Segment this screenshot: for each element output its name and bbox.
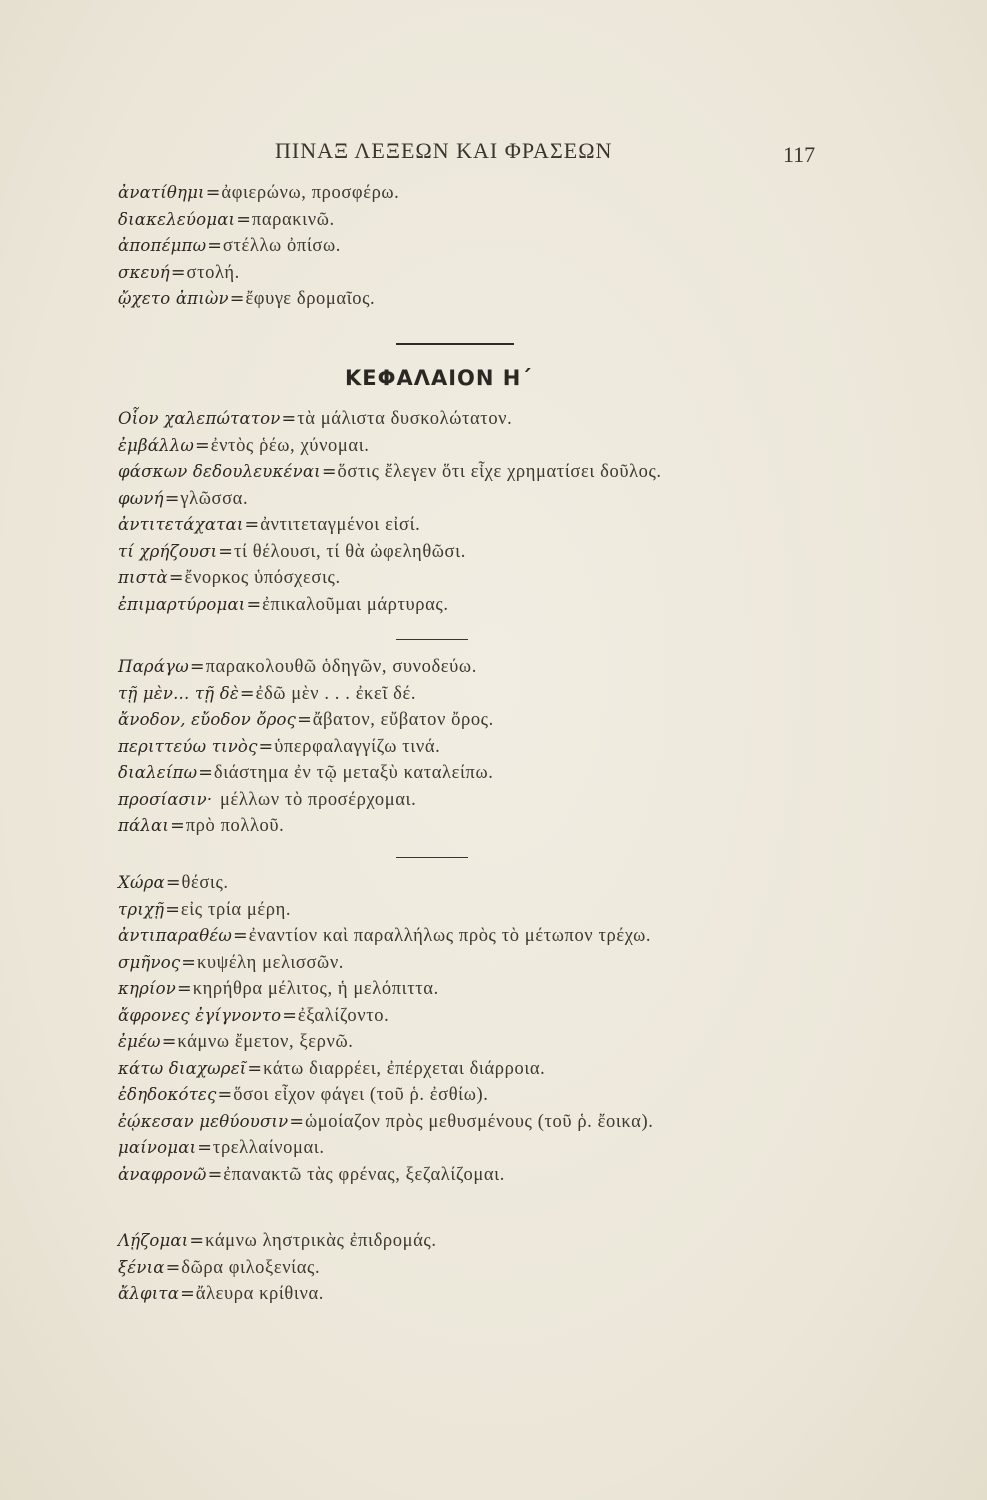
entry-separator: = bbox=[258, 736, 274, 757]
glossary-entry bbox=[118, 923, 818, 950]
glossary-entry bbox=[118, 950, 818, 977]
entry-separator: = bbox=[244, 515, 260, 535]
glossary-entry bbox=[118, 681, 818, 708]
entry-separator: = bbox=[321, 462, 337, 482]
entry-definition: ἄβατον, εὔβατον ὄρος. bbox=[312, 710, 494, 730]
entry-definition: κυψέλη μελισσῶν. bbox=[196, 952, 345, 973]
running-title: ΠΙΝΑΞ ΛΕΞΕΩΝ ΚΑΙ ΦΡΑΣΕΩΝ bbox=[275, 138, 613, 163]
entry-definition: εἰς τρία μέρη. bbox=[180, 899, 292, 920]
glossary-entry bbox=[118, 486, 818, 513]
entry-term: ἄφρονες ἐγίγνοντο bbox=[118, 1005, 282, 1025]
entry-separator: = bbox=[205, 183, 221, 203]
glossary-entry bbox=[118, 433, 818, 460]
entry-term: ἀντιτετάχαται bbox=[118, 515, 244, 534]
entry-definition: ἐδῶ μὲν . . . ἐκεῖ δέ. bbox=[255, 683, 417, 704]
entry-term: ἄνοδον, εὔοδον ὄρος bbox=[118, 710, 297, 729]
entry-definition: κάμνω ληστρικὰς ἐπιδρομάς. bbox=[205, 1231, 437, 1251]
entry-definition: τρελλαίνομαι. bbox=[212, 1138, 325, 1158]
entry-separator: = bbox=[236, 209, 251, 230]
entry-separator: = bbox=[198, 763, 213, 783]
entry-term: προσίασιν· bbox=[118, 789, 213, 809]
glossary-entry bbox=[118, 870, 818, 897]
entry-definition: μέλλων τὸ προσέρχομαι. bbox=[219, 789, 417, 810]
glossary-entry bbox=[118, 233, 818, 260]
glossary-block-3 bbox=[118, 654, 818, 840]
glossary-entry bbox=[118, 1003, 818, 1030]
entry-term: φάσκων δεδουλευκέναι bbox=[118, 462, 321, 481]
entry-separator bbox=[213, 790, 219, 810]
entry-definition: ἀντιτεταγμένοι εἰσί. bbox=[260, 515, 421, 535]
entry-term: ἀναφρονῶ bbox=[118, 1164, 207, 1184]
entry-term: περιττεύω τινὸς bbox=[118, 736, 258, 756]
page-number: 117 bbox=[783, 142, 816, 167]
entry-term: Παράγω bbox=[118, 657, 189, 676]
entry-separator: = bbox=[246, 594, 262, 615]
glossary-entry bbox=[118, 707, 818, 734]
entry-definition: τὰ μάλιστα δυσκολώτατον. bbox=[297, 409, 513, 429]
entry-separator: = bbox=[165, 873, 181, 893]
glossary-entry bbox=[118, 760, 818, 787]
entry-separator: = bbox=[247, 1058, 263, 1079]
entry-separator: = bbox=[282, 1005, 297, 1026]
entry-term: Οἷον χαλεπώτατον bbox=[118, 409, 281, 428]
entry-term: πιστὰ bbox=[118, 568, 168, 587]
entry-definition: ἔνορκος ὑπόσχεσις. bbox=[184, 568, 341, 588]
entry-definition: ἄλευρα κρίθινα. bbox=[195, 1284, 324, 1304]
entry-definition: θέσις. bbox=[181, 873, 229, 893]
entry-separator: = bbox=[165, 899, 180, 920]
entry-term: ἐμβάλλω bbox=[118, 435, 195, 455]
entry-separator: = bbox=[189, 657, 205, 677]
entry-separator: = bbox=[177, 979, 192, 999]
entry-separator: = bbox=[168, 568, 184, 588]
glossary-entry bbox=[118, 1255, 818, 1282]
entry-separator: = bbox=[195, 435, 210, 456]
chapter-heading: ΚΕΦΑΛΑΙΟΝ Η΄ bbox=[345, 366, 532, 390]
entry-definition: παρακολουθῶ ὁδηγῶν, συνοδεύω. bbox=[205, 657, 477, 677]
glossary-entry bbox=[118, 459, 818, 486]
entry-separator: = bbox=[180, 1284, 195, 1304]
entry-separator: = bbox=[297, 710, 312, 730]
glossary-entry bbox=[118, 1135, 818, 1162]
section-divider-rule bbox=[396, 639, 468, 640]
entry-separator: = bbox=[161, 1032, 177, 1052]
glossary-block-5 bbox=[118, 1228, 818, 1308]
glossary-block-4 bbox=[118, 870, 818, 1188]
glossary-entry bbox=[118, 734, 818, 761]
glossary-entry bbox=[118, 1056, 818, 1083]
entry-term: διακελεύομαι bbox=[118, 209, 236, 229]
section-divider-rule bbox=[396, 857, 468, 858]
entry-term: ξένια bbox=[118, 1257, 165, 1277]
glossary-entry bbox=[118, 1162, 818, 1189]
glossary-entry bbox=[118, 976, 818, 1003]
glossary-entry bbox=[118, 1082, 818, 1109]
glossary-block-2 bbox=[118, 406, 818, 618]
entry-definition: ὅστις ἔλεγεν ὅτι εἶχε χρηματίσει δοῦλος. bbox=[337, 462, 662, 482]
entry-term: ἀποπέμπω bbox=[118, 236, 207, 255]
entry-definition: κηρήθρα μέλιτος, ἡ μελόπιττα. bbox=[192, 979, 439, 999]
entry-term: ἀνατίθημι bbox=[118, 183, 205, 202]
entry-term: φωνή bbox=[118, 488, 164, 508]
glossary-entry bbox=[118, 813, 818, 840]
entry-term: ἐπιμαρτύρομαι bbox=[118, 594, 246, 614]
entry-term: ἄλφιτα bbox=[118, 1284, 180, 1303]
glossary-entry bbox=[118, 897, 818, 924]
entry-definition: πρὸ πολλοῦ. bbox=[185, 816, 285, 836]
glossary-entry bbox=[118, 1029, 818, 1056]
entry-definition: ἐπικαλοῦμαι μάρτυρας. bbox=[262, 594, 449, 615]
entry-definition: κάμνω ἔμετον, ξερνῶ. bbox=[177, 1032, 354, 1052]
entry-separator: = bbox=[217, 1085, 233, 1105]
entry-term: σμῆνος bbox=[118, 952, 181, 972]
entry-term: σκευή bbox=[118, 262, 170, 282]
entry-definition: ἐναντίον καὶ παραλλήλως πρὸς τὸ μέτωπον τρέχω. bbox=[248, 926, 652, 946]
glossary-entry bbox=[118, 207, 818, 234]
entry-separator: = bbox=[281, 409, 297, 429]
glossary-block-1 bbox=[118, 180, 818, 313]
entry-definition: κάτω διαρρέει, ἐπέρχεται διάρροια. bbox=[263, 1058, 546, 1079]
glossary-entry bbox=[118, 787, 818, 814]
entry-definition: ὑπερφαλαγγίζω τινά. bbox=[274, 736, 441, 757]
entry-definition: ἔφυγε δρομαῖος. bbox=[245, 289, 376, 309]
entry-definition: στέλλω ὀπίσω. bbox=[222, 236, 341, 256]
glossary-entry bbox=[118, 180, 818, 207]
glossary-entry bbox=[118, 539, 818, 566]
entry-definition: ἀφιερώνω, προσφέρω. bbox=[221, 183, 400, 203]
entry-term: κηρίον bbox=[118, 979, 177, 998]
entry-term: πάλαι bbox=[118, 816, 170, 835]
entry-definition: τί θέλουσι, τί θὰ ὠφεληθῶσι. bbox=[233, 541, 466, 562]
entry-term: μαίνομαι bbox=[118, 1138, 197, 1157]
entry-term: τί χρήζουσι bbox=[118, 541, 218, 561]
entry-definition: ἐξαλίζοντο. bbox=[297, 1005, 390, 1026]
entry-separator: = bbox=[218, 541, 233, 562]
entry-separator: = bbox=[207, 236, 222, 256]
glossary-entry bbox=[118, 260, 818, 287]
entry-separator: = bbox=[165, 1257, 181, 1278]
entry-separator: = bbox=[229, 289, 245, 309]
entry-term: ἐῴκεσαν μεθύουσιν bbox=[118, 1111, 289, 1131]
glossary-entry bbox=[118, 1228, 818, 1255]
entry-term: τριχῇ bbox=[118, 899, 165, 919]
glossary-entry bbox=[118, 565, 818, 592]
entry-definition: παρακινῶ. bbox=[251, 209, 335, 230]
entry-term: ἐμέω bbox=[118, 1032, 161, 1051]
entry-separator: = bbox=[164, 488, 180, 509]
entry-definition: δῶρα φιλοξενίας. bbox=[181, 1257, 321, 1278]
entry-separator: = bbox=[239, 683, 255, 704]
entry-separator: = bbox=[289, 1111, 305, 1132]
entry-definition: ἐπανακτῶ τὰς φρένας, ξεζαλίζομαι. bbox=[223, 1164, 505, 1185]
entry-separator: = bbox=[197, 1138, 212, 1158]
entry-separator: = bbox=[170, 262, 186, 283]
entry-definition: ἐντὸς ῥέω, χύνομαι. bbox=[210, 435, 370, 456]
chapter-divider-rule bbox=[396, 343, 514, 345]
glossary-entry bbox=[118, 1109, 818, 1136]
entry-separator: = bbox=[170, 816, 185, 836]
entry-separator: = bbox=[181, 952, 196, 973]
glossary-entry bbox=[118, 1281, 818, 1308]
entry-definition: ὅσοι εἶχον φάγει (τοῦ ῥ. ἐσθίω). bbox=[233, 1085, 489, 1105]
entry-definition: στολή. bbox=[186, 262, 240, 283]
glossary-entry bbox=[118, 654, 818, 681]
entry-separator: = bbox=[189, 1231, 205, 1251]
glossary-entry bbox=[118, 592, 818, 619]
entry-definition: διάστημα ἐν τῷ μεταξὺ καταλείπω. bbox=[213, 763, 494, 783]
entry-term: τῇ μὲν... τῇ δὲ bbox=[118, 683, 239, 703]
entry-term: ἐδηδοκότες bbox=[118, 1085, 217, 1104]
entry-term: διαλείπω bbox=[118, 763, 198, 782]
entry-term: Λῄζομαι bbox=[118, 1231, 189, 1250]
entry-separator: = bbox=[207, 1164, 223, 1185]
entry-term: ᾤχετο ἀπιὼν bbox=[118, 289, 229, 308]
entry-definition: γλῶσσα. bbox=[180, 488, 249, 509]
glossary-entry bbox=[118, 406, 818, 433]
entry-separator: = bbox=[233, 926, 248, 946]
glossary-entry bbox=[118, 286, 818, 313]
glossary-entry bbox=[118, 512, 818, 539]
entry-term: ἀντιπαραθέω bbox=[118, 926, 233, 945]
entry-term: κάτω διαχωρεῖ bbox=[118, 1058, 247, 1078]
entry-term: Χώρα bbox=[118, 873, 165, 892]
entry-definition: ὡμοίαζον πρὸς μεθυσμένους (τοῦ ῥ. ἔοικα). bbox=[305, 1111, 654, 1132]
